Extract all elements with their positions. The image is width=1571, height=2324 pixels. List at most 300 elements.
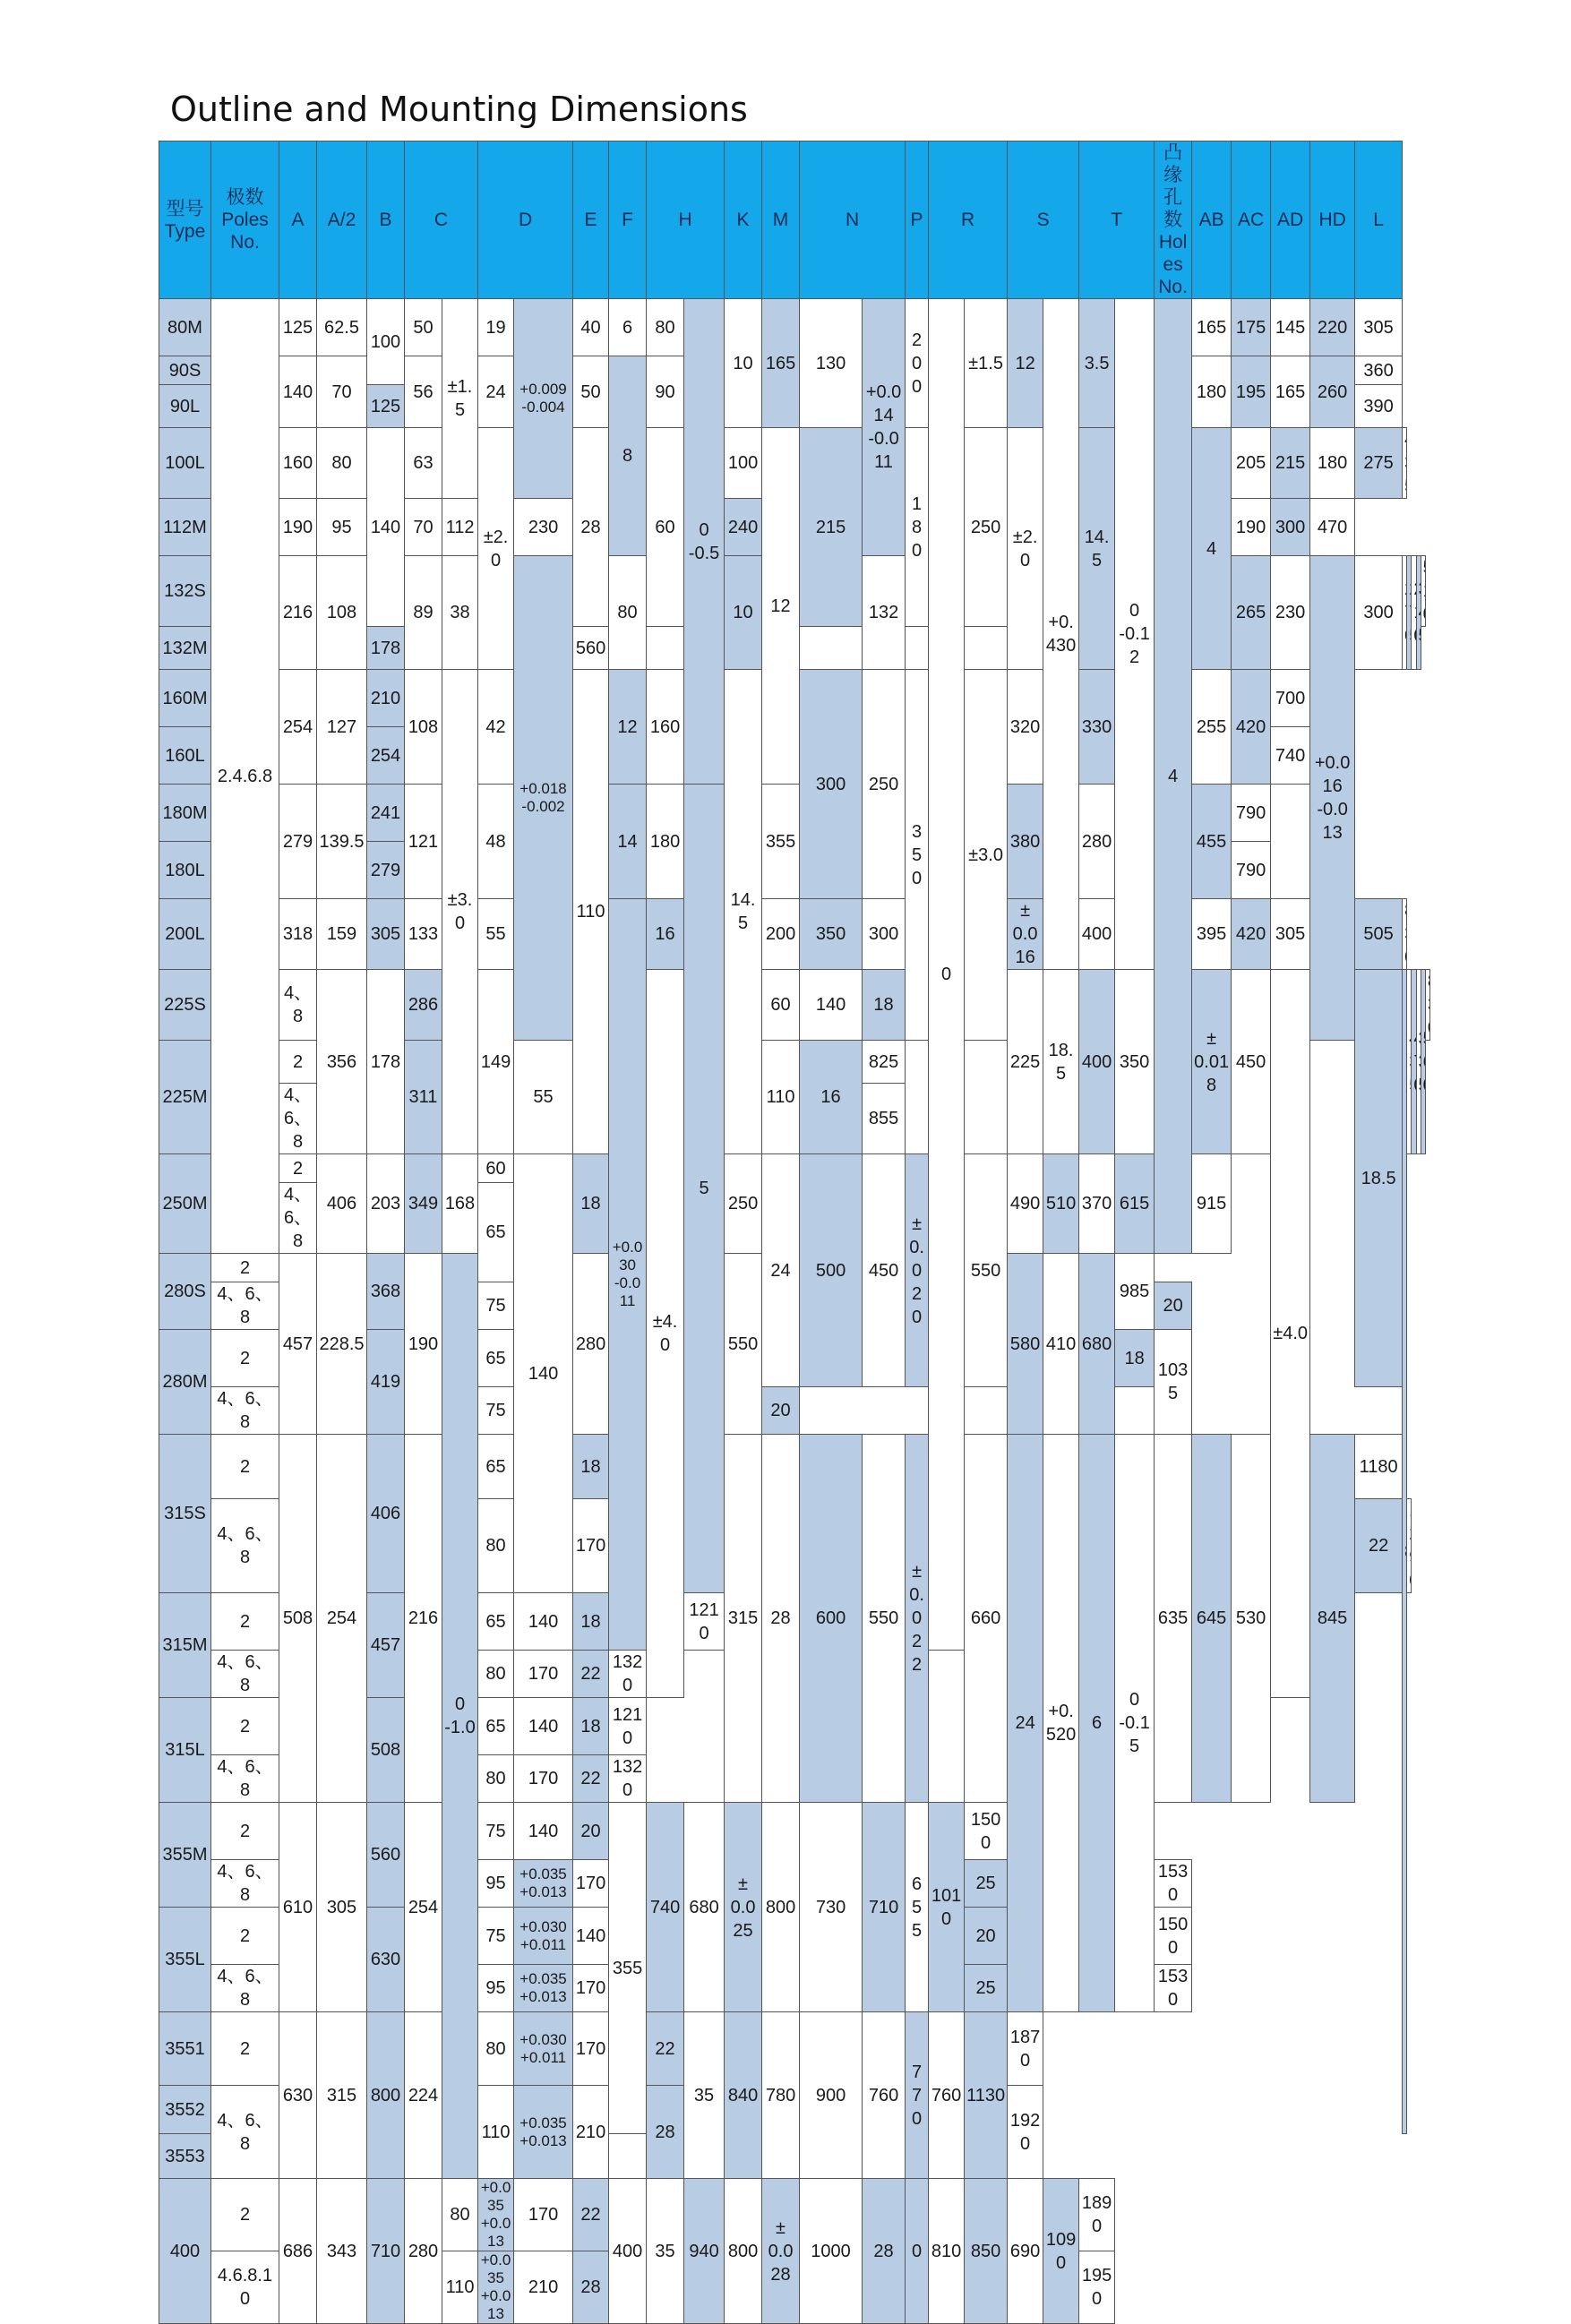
cell-tt1: 0 -0.12 — [1115, 299, 1155, 970]
cell-b100: 100 — [367, 299, 405, 385]
cell-ab230: 230 — [514, 499, 573, 556]
cell-a630: 630 — [279, 2012, 317, 2179]
cell-n800: 800 — [725, 2179, 762, 2324]
cell-p468: 4、6、8 — [211, 1387, 279, 1435]
cell-p48: 4、8 — [279, 970, 317, 1041]
cell-ab550: 550 — [725, 1254, 762, 1435]
cell-d48: 48 — [478, 785, 514, 899]
cell-h160: 160 — [647, 670, 684, 785]
cell-ab490: 490 — [1008, 1154, 1043, 1254]
cell-b311: 311 — [405, 1041, 442, 1154]
cell-f22: 22 — [1355, 1499, 1403, 1593]
cell-t160l: 160L — [159, 727, 211, 785]
cell-d80: 80 — [478, 2012, 514, 2086]
cell-ac420: 420 — [1232, 899, 1271, 970]
cell-c224: 224 — [405, 2012, 442, 2179]
cell-l1210a: 1210 — [684, 1593, 725, 1651]
cell-h254: 254 — [317, 1435, 367, 1803]
cell-t200l: 200L — [159, 899, 211, 970]
cell-h108: 108 — [317, 556, 367, 670]
table-row — [159, 299, 1430, 356]
cell-f25: 25 — [965, 1860, 1008, 1908]
cell-h90: 90 — [647, 356, 684, 428]
cell-s12: 12 — [1008, 299, 1043, 428]
cell-m400: 400 — [1079, 970, 1115, 1154]
cell-t315s: 315S — [159, 1435, 211, 1593]
cell-p468: 4、6、8 — [279, 1183, 317, 1254]
cell-t0: 0 — [906, 2179, 929, 2324]
cell-l915: 915 — [1192, 1154, 1232, 1254]
cell-p2: 2 — [211, 1435, 279, 1499]
header-m: M — [762, 141, 800, 299]
cell-dt7: +0.035 +0.013 — [478, 2179, 514, 2251]
page-title: Outline and Mounting Dimensions — [170, 90, 748, 129]
cell-l830a — [1403, 899, 1407, 970]
cell-ht2: 0 -1.0 — [442, 1254, 478, 2179]
cell-f20: 20 — [965, 1908, 1008, 1965]
cell-h80: 80 — [647, 299, 684, 356]
cell-t400: 400 — [159, 2179, 211, 2324]
cell-m350: 350 — [800, 899, 863, 970]
cell-s145: 14.5 — [1079, 428, 1115, 670]
cell-hd1010: 1010 — [929, 1803, 965, 2012]
header-type: 型号 Type — [159, 141, 211, 299]
cell-b210: 210 — [367, 670, 405, 727]
cell-p2: 2 — [211, 2179, 279, 2251]
cell-ab810: 810 — [929, 2179, 965, 2324]
cell-e210: 210 — [514, 2251, 573, 2324]
cell-ac380: 380 — [1008, 785, 1043, 899]
cell-h315: 315 — [725, 1435, 762, 1803]
cell-ct30: ±3.0 — [442, 670, 478, 1154]
cell-hd845: 845 — [1310, 1435, 1355, 1803]
cell-l1320a: 1320 — [609, 1651, 647, 1698]
cell-t80m: 80M — [159, 299, 211, 356]
cell-k35: 35 — [684, 2012, 725, 2179]
cell-f18: 18 — [573, 1593, 609, 1651]
cell-b178: 178 — [367, 627, 405, 670]
cell-p1000: 1000 — [800, 2179, 863, 2324]
cell-f14: 14 — [609, 785, 647, 899]
cell-b800: 800 — [367, 2012, 405, 2179]
cell-b279: 279 — [367, 842, 405, 899]
cell-e110: 110 — [762, 1041, 800, 1154]
cell-b630: 630 — [367, 1908, 405, 2012]
cell-t355m: 355M — [159, 1803, 211, 1908]
cell-p2: 2 — [279, 1041, 317, 1084]
cell-b305: 305 — [367, 899, 405, 970]
table-row — [159, 1803, 1430, 1860]
cell-e140: 140 — [800, 970, 863, 1041]
cell-dt5: +0.030 +0.011 — [514, 1908, 573, 1965]
table-row — [159, 970, 1430, 1041]
cell-nt3: ± 0.016 — [1008, 899, 1043, 970]
cell-m740: 740 — [647, 1803, 684, 2012]
cell-e170: 170 — [573, 2012, 609, 2086]
cell-t4: 4 — [1192, 428, 1232, 670]
cell-d19: 19 — [478, 299, 514, 356]
cell-b457: 457 — [367, 1593, 405, 1698]
cell-h100: 100 — [725, 428, 762, 499]
header-ad: AD — [1271, 141, 1310, 299]
cell-ac770: 770 — [906, 2012, 929, 2179]
header-hd: HD — [1310, 141, 1355, 299]
cell-a279: 279 — [279, 785, 317, 899]
cell-l1210b: 1210 — [609, 1698, 647, 1755]
cell-p2: 2 — [211, 1254, 279, 1282]
cell-t6: 6 — [1079, 1435, 1115, 2012]
cell-rt1: ±1.5 — [965, 299, 1008, 428]
cell-d75: 75 — [478, 1908, 514, 1965]
cell-k24: 24 — [762, 1154, 800, 1387]
cell-t280s: 280S — [159, 1254, 211, 1330]
cell-e210: 210 — [573, 2086, 609, 2179]
cell-n230: 230 — [1271, 556, 1310, 670]
cell-f20: 20 — [1155, 1282, 1192, 1330]
cell-e140: 140 — [514, 1803, 573, 1860]
cell-b368: 368 — [367, 1254, 405, 1330]
header-b: B — [367, 141, 405, 299]
cell-e170: 170 — [514, 2179, 573, 2251]
cell-b140: 140 — [367, 428, 405, 627]
cell-s185: 18.5 — [1355, 970, 1403, 1387]
cell-d80: 80 — [442, 2179, 478, 2251]
cell-f28: 28 — [647, 2086, 684, 2179]
cell-t132s: 132S — [159, 556, 211, 627]
cell-ac710: 710 — [863, 1803, 906, 2012]
cell-h200: 200 — [762, 899, 800, 970]
cell-ab320: 320 — [1008, 670, 1043, 785]
header-n: N — [800, 141, 906, 299]
cell-c254: 254 — [405, 1803, 442, 2012]
cell-n550: 550 — [863, 1435, 906, 1803]
cell-m500: 500 — [800, 1154, 863, 1387]
cell-p468: 4、6、8 — [211, 1860, 279, 1908]
cell-e40: 40 — [573, 299, 609, 356]
cell-dt7: +0.035 +0.013 — [514, 2086, 573, 2179]
cell-l985: 985 — [1115, 1254, 1155, 1330]
cell-h70: 70 — [317, 356, 367, 428]
cell-dt6: +0.030 +0.011 — [514, 2012, 573, 2086]
cell-nt6: ± 0.022 — [906, 1435, 929, 1803]
header-d: D — [478, 141, 573, 299]
table-row — [159, 1154, 1430, 1183]
cell-b241: 241 — [367, 785, 405, 842]
cell-ac215: 215 — [1271, 428, 1310, 499]
header-e: E — [573, 141, 609, 299]
header-f: F — [609, 141, 647, 299]
cell-d80: 80 — [478, 1651, 514, 1698]
cell-a457: 457 — [279, 1254, 317, 1435]
cell-p550: 550 — [965, 1154, 1008, 1387]
cell-hd420: 420 — [1232, 670, 1271, 785]
cell-a356: 356 — [317, 970, 367, 1154]
cell-f22: 22 — [573, 2179, 609, 2251]
cell-k12: 12 — [762, 428, 800, 785]
cell-p250: 250 — [965, 428, 1008, 627]
table-row — [159, 2179, 1430, 2251]
cell-a318: 318 — [279, 899, 317, 970]
cell-ht1: 0 -0.5 — [684, 299, 725, 785]
cell-h62: 62.5 — [317, 299, 367, 356]
cell-f12: 12 — [609, 670, 647, 785]
table-row — [159, 785, 1430, 842]
cell-st1: +0.430 — [1043, 299, 1079, 970]
cell-r0: 0 — [929, 299, 965, 1651]
cell-b254: 254 — [367, 727, 405, 785]
cell-k185: 18.5 — [1043, 970, 1079, 1154]
cell-c50: 50 — [405, 299, 442, 356]
cell-ad180: 180 — [1310, 428, 1355, 499]
cell-ab635: 635 — [1155, 1435, 1192, 1803]
cell-h132: 132 — [863, 556, 906, 670]
cell-h305: 305 — [317, 1803, 367, 2012]
table-row — [159, 899, 1430, 970]
cell-b560: 560 — [367, 1803, 405, 1908]
cell-ab165: 165 — [1192, 299, 1232, 356]
cell-ad370: 370 — [1079, 1154, 1115, 1254]
cell-p468: 4、6、8 — [211, 2086, 279, 2179]
cell-c121: 121 — [405, 785, 442, 899]
cell-dt1: +0.009 -0.004 — [514, 299, 573, 499]
cell-t3552: 3552 — [159, 2086, 211, 2134]
cell-h180: 180 — [647, 785, 684, 899]
cell-e170: 170 — [514, 1651, 573, 1698]
cell-t3551: 3551 — [159, 2012, 211, 2086]
cell-a254: 254 — [279, 670, 317, 785]
cell-d75: 75 — [478, 1282, 514, 1330]
cell-l1500b: 1500 — [1155, 1908, 1192, 1965]
cell-l790b: 790 — [1232, 842, 1271, 899]
cell-d65: 65 — [478, 1435, 514, 1499]
cell-ad145: 145 — [1271, 299, 1310, 356]
cell-p2: 2 — [279, 1154, 317, 1183]
cell-l740: 740 — [1271, 727, 1310, 785]
cell-t225m: 225M — [159, 1041, 211, 1154]
header-k: K — [725, 141, 762, 299]
cell-f18: 18 — [1115, 1330, 1155, 1387]
cell-hd1090: 1090 — [1043, 2179, 1079, 2324]
cell-hd505: 505 — [1355, 899, 1403, 970]
cell-ac510: 510 — [1043, 1154, 1079, 1254]
cell-f10: 10 — [725, 556, 762, 670]
cell-p200: 200 — [906, 299, 929, 428]
cell-e80: 80 — [609, 556, 647, 670]
cell-nt1: +0.014 -0.011 — [863, 299, 906, 556]
cell-b419: 419 — [367, 1330, 405, 1435]
cell-e110: 110 — [573, 670, 609, 1154]
cell-p2: 2 — [211, 1698, 279, 1755]
cell-m165: 165 — [762, 299, 800, 428]
cell-m300: 300 — [800, 670, 863, 899]
cell-l825: 825 — [863, 1041, 906, 1084]
cell-ac850: 850 — [965, 2179, 1008, 2324]
cell-dt4: +0.035 +0.013 — [514, 1860, 573, 1908]
table-row — [159, 428, 1430, 499]
cell-h139: 139.5 — [317, 785, 367, 899]
cell-t315l: 315L — [159, 1698, 211, 1803]
cell-d65: 65 — [478, 1330, 514, 1387]
cell-t160m: 160M — [159, 670, 211, 727]
cell-b125: 125 — [367, 385, 405, 428]
cell-n450: 450 — [863, 1154, 906, 1387]
cell-d55: 55 — [514, 1041, 573, 1154]
cell-c168: 168 — [442, 1154, 478, 1254]
cell-a160: 160 — [279, 428, 317, 499]
cell-l1530b: 1530 — [1155, 1965, 1192, 2012]
cell-c70: 70 — [405, 499, 442, 556]
cell-c149: 149 — [478, 970, 514, 1154]
cell-h225: 225 — [1008, 970, 1043, 1154]
cell-d95: 95 — [478, 1965, 514, 2012]
cell-e140: 140 — [514, 1154, 573, 1593]
header-holes: 凸缘 孔数 Holes No. — [1155, 141, 1192, 299]
cell-l1500a: 1500 — [965, 1803, 1008, 1860]
cell-l700: 700 — [1271, 670, 1310, 727]
cell-st2: +0.520 — [1043, 1435, 1079, 2012]
cell-k28: 28 — [762, 1435, 800, 1803]
cell-n250: 250 — [863, 670, 906, 899]
cell-dt2: +0.018 -0.002 — [514, 556, 573, 1041]
cell-t100l: 100L — [159, 428, 211, 499]
header-p: P — [906, 141, 929, 299]
cell-c89: 89 — [405, 556, 442, 670]
cell-c190: 190 — [405, 1254, 442, 1435]
cell-e170: 170 — [514, 1755, 573, 1803]
cell-l1290 — [1407, 1499, 1412, 1593]
cell-d28: 28 — [573, 428, 609, 627]
cell-p468: 4、6、8 — [211, 1499, 279, 1593]
cell-h280: 280 — [573, 1254, 609, 1435]
cell-d55: 55 — [478, 899, 514, 970]
cell-h315: 315 — [317, 2012, 367, 2179]
cell-h343: 343 — [317, 2179, 367, 2324]
cell-l360: 360 — [1355, 356, 1403, 385]
cell-c63: 63 — [405, 428, 442, 499]
cell-p660: 660 — [965, 1435, 1008, 1803]
cell-d60: 60 — [762, 970, 800, 1041]
cell-h400: 400 — [609, 2179, 647, 2324]
cell-l435 — [1403, 428, 1407, 499]
cell-d24: 24 — [478, 356, 514, 428]
cell-s24: 24 — [1008, 1435, 1043, 2012]
cell-n180: 180 — [906, 428, 929, 627]
cell-nt8: ± 0.028 — [762, 2179, 800, 2324]
cell-t5: 5 — [684, 785, 725, 1593]
cell-hd455: 455 — [1192, 785, 1232, 899]
cell-c280: 280 — [405, 2179, 442, 2324]
cell-rt3: ±3.0 — [965, 670, 1008, 1041]
cell-p2: 2 — [211, 1908, 279, 1965]
cell-l470: 470 — [1310, 499, 1355, 556]
cell-a686: 686 — [279, 2179, 317, 2324]
cell-p2: 2 — [211, 1593, 279, 1651]
cell-ac645: 645 — [1192, 1435, 1232, 1803]
cell-a140: 140 — [279, 356, 317, 428]
cell-d110: 110 — [442, 2251, 478, 2324]
cell-dt3: +0.030 -0.011 — [609, 899, 647, 1651]
cell-m940: 940 — [684, 2179, 725, 2324]
cell-e50: 50 — [573, 356, 609, 428]
cell-l830b — [1425, 970, 1429, 1041]
header-ac: AC — [1232, 141, 1271, 299]
cell-l790a: 790 — [1232, 785, 1271, 842]
cell-a125: 125 — [279, 299, 317, 356]
cell-t35: 3.5 — [1079, 299, 1115, 428]
cell-ac175: 175 — [1232, 299, 1271, 356]
cell-l1180: 1180 — [1355, 1435, 1403, 1499]
cell-f16: 16 — [647, 899, 684, 970]
cell-e170: 170 — [573, 1499, 609, 1593]
cell-h159: 159 — [317, 899, 367, 970]
cell-l1920: 1920 — [1008, 2086, 1043, 2179]
cell-hd680: 680 — [1079, 1254, 1115, 1435]
cell-ct15: ±1.5 — [442, 299, 478, 499]
cell-hd1130: 1130 — [965, 2012, 1008, 2179]
cell-k10: 10 — [725, 299, 762, 428]
cell-a508: 508 — [279, 1435, 317, 1803]
cell-dt7: +0.035 +0.013 — [514, 1965, 573, 2012]
cell-hd260: 260 — [1310, 356, 1355, 428]
cell-m215: 215 — [800, 428, 863, 627]
cell-l1320b: 1320 — [609, 1755, 647, 1803]
cell-l1950: 1950 — [1079, 2251, 1115, 2324]
cell-c133: 133 — [405, 899, 442, 970]
cell-t315m: 315M — [159, 1593, 211, 1698]
cell-b710: 710 — [367, 2179, 405, 2324]
cell-p468: 4、6、8 — [279, 1084, 317, 1154]
cell-m265: 265 — [1232, 556, 1271, 670]
cell-d95: 95 — [478, 1860, 514, 1908]
cell-h250: 250 — [725, 1154, 762, 1254]
cell-p450: 450 — [1232, 970, 1271, 1154]
cell-h178: 178 — [367, 970, 405, 1154]
cell-nt7: ± 0.025 — [725, 1803, 762, 2012]
cell-f18: 18 — [863, 970, 906, 1041]
cell-hd615: 615 — [1115, 1154, 1155, 1254]
cell-f8: 8 — [609, 356, 647, 556]
cell-ab355: 355 — [762, 785, 800, 899]
cell-t90s: 90S — [159, 356, 211, 385]
header-row — [159, 141, 1430, 299]
cell-p350: 350 — [906, 670, 929, 1041]
cell-c56: 56 — [405, 356, 442, 428]
header-h: H — [647, 141, 725, 299]
cell-p2: 2 — [211, 2012, 279, 2086]
cell-hd300: 300 — [1271, 499, 1310, 556]
cell-b406: 406 — [367, 1435, 405, 1593]
cell-ab395: 395 — [1192, 899, 1232, 970]
cell-n780: 780 — [762, 2012, 800, 2179]
cell-l390: 390 — [1355, 385, 1403, 428]
cell-rt4: ±4.0 — [1271, 970, 1310, 1698]
cell-l560: 560 — [573, 627, 609, 670]
cell-t132m: 132M — [159, 627, 211, 670]
header-ab: AB — [1192, 141, 1232, 299]
header-a: A — [279, 141, 317, 299]
cell-f20: 20 — [762, 1387, 800, 1435]
table-body — [159, 299, 1430, 2324]
cell-a216: 216 — [279, 556, 317, 670]
cell-f22: 22 — [573, 1755, 609, 1803]
cell-f16: 16 — [800, 1041, 863, 1154]
cell-f18: 18 — [573, 1698, 609, 1755]
cell-nt5: ± 0.020 — [906, 1154, 929, 1387]
cell-n130: 130 — [800, 299, 863, 428]
cell-f20: 20 — [573, 1803, 609, 1860]
cell-d38: 38 — [442, 556, 478, 670]
cell-b349: 349 — [405, 1154, 442, 1254]
